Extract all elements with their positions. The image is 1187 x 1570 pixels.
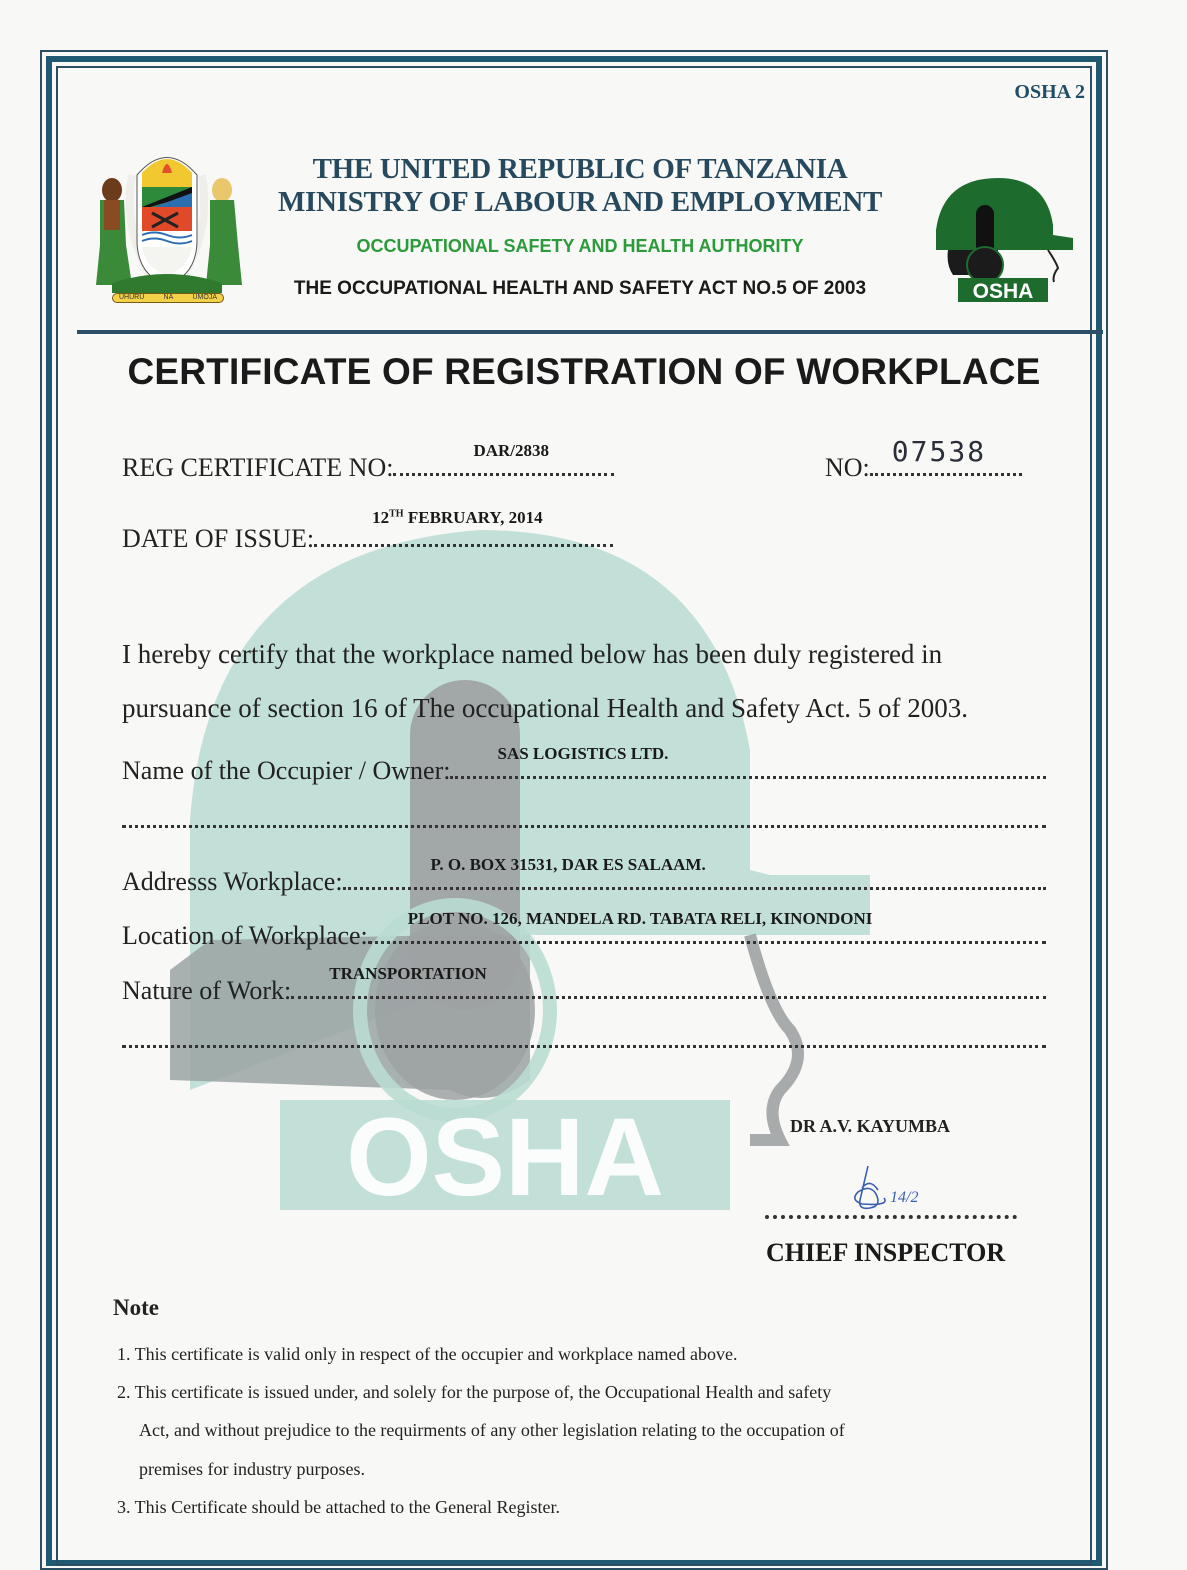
note-item-2-line-2: Act, and without prejudice to the requirments of any other legislation relating to the occupation of [139, 1420, 845, 1440]
nature-continuation-dots [122, 1045, 1046, 1048]
motto-left: UHURU [119, 294, 145, 301]
certificate-title: CERTIFICATE OF REGISTRATION OF WORKPLACE [127, 351, 1041, 392]
reg-cert-row [122, 441, 614, 483]
header-republic: THE UNITED REPUBLIC OF TANZANIA [312, 153, 848, 185]
note-item-3: 3. This Certificate should be attached to the General Register. [117, 1497, 561, 1517]
form-code: OSHA 2 [1014, 81, 1085, 103]
location-row [122, 909, 1046, 951]
address-row [122, 855, 1046, 897]
owner-label: Name of the Occupier / Owner: [122, 756, 451, 785]
address-leader [343, 855, 1046, 890]
serial-no-leader [870, 435, 1022, 476]
signatory-title: CHIEF INSPECTOR [766, 1238, 1006, 1267]
coat-of-arms-icon [82, 145, 252, 295]
nature-label: Nature of Work: [122, 976, 292, 1005]
owner-value: SAS LOGISTICS LTD. [497, 744, 669, 763]
osha-helmet-logo-icon [928, 170, 1078, 305]
nature-row [122, 964, 1046, 1006]
owner-continuation-dots [122, 825, 1046, 828]
address-value: P. O. BOX 31531, DAR ES SALAAM. [430, 855, 706, 874]
signature-date: 14/2 [890, 1189, 919, 1206]
date-day: 12 [372, 508, 390, 527]
date-value [372, 508, 543, 528]
owner-leader [450, 744, 1046, 779]
location-leader [368, 909, 1046, 944]
date-row [122, 508, 613, 554]
reg-cert-label: REG CERTIFICATE NO: [122, 453, 394, 482]
reg-cert-leader [393, 441, 614, 476]
signature-dots [765, 1215, 1017, 1219]
note-item-2-line-3: premises for industry purposes. [139, 1459, 365, 1479]
header-ministry: MINISTRY OF LABOUR AND EMPLOYMENT [277, 186, 882, 218]
watermark-text: OSHA [346, 1096, 664, 1210]
header-divider [77, 330, 1103, 334]
address-label: Addresss Workplace: [122, 867, 343, 896]
signatory-name: DR A.V. KAYUMBA [790, 1116, 951, 1136]
date-suffix: TH [389, 508, 404, 520]
certify-line-1: I hereby certify that the workplace named below has been duly registered in [122, 639, 943, 669]
date-leader [314, 508, 613, 547]
header-authority: OCCUPATIONAL SAFETY AND HEALTH AUTHORITY [356, 236, 804, 256]
motto-ribbon [112, 293, 224, 303]
notes-heading: Note [113, 1295, 159, 1320]
nature-value: TRANSPORTATION [329, 964, 487, 983]
date-rest: FEBRUARY, 2014 [403, 508, 543, 527]
nature-leader [291, 964, 1046, 999]
certify-line-2: pursuance of section 16 of The occupational Health and Safety Act. 5 of 2003. [122, 693, 969, 723]
location-label: Location of Workplace: [122, 921, 368, 950]
date-label: DATE OF ISSUE: [122, 524, 315, 553]
motto-right: UMOJA [192, 294, 217, 301]
serial-number: 07538 [891, 435, 987, 468]
serial-no-row [825, 435, 1022, 483]
no-label: NO: [825, 453, 870, 482]
note-item-1: 1. This certificate is valid only in respect of the occupier and workplace named above. [117, 1344, 738, 1364]
note-item-2-line-1: 2. This certificate is issued under, and solely for the purpose of, the Occupational Health and safety [117, 1382, 832, 1402]
owner-row [122, 744, 1046, 786]
location-value: PLOT NO. 126, MANDELA RD. TABATA RELI, KINONDONI [407, 909, 873, 928]
signature-icon [840, 1158, 950, 1210]
motto-mid: NA [163, 294, 174, 301]
osha-logo-text: OSHA [972, 280, 1034, 303]
reg-cert-value: DAR/2838 [473, 441, 550, 460]
header-act: THE OCCUPATIONAL HEALTH AND SAFETY ACT NO.5 OF 2003 [293, 278, 867, 299]
